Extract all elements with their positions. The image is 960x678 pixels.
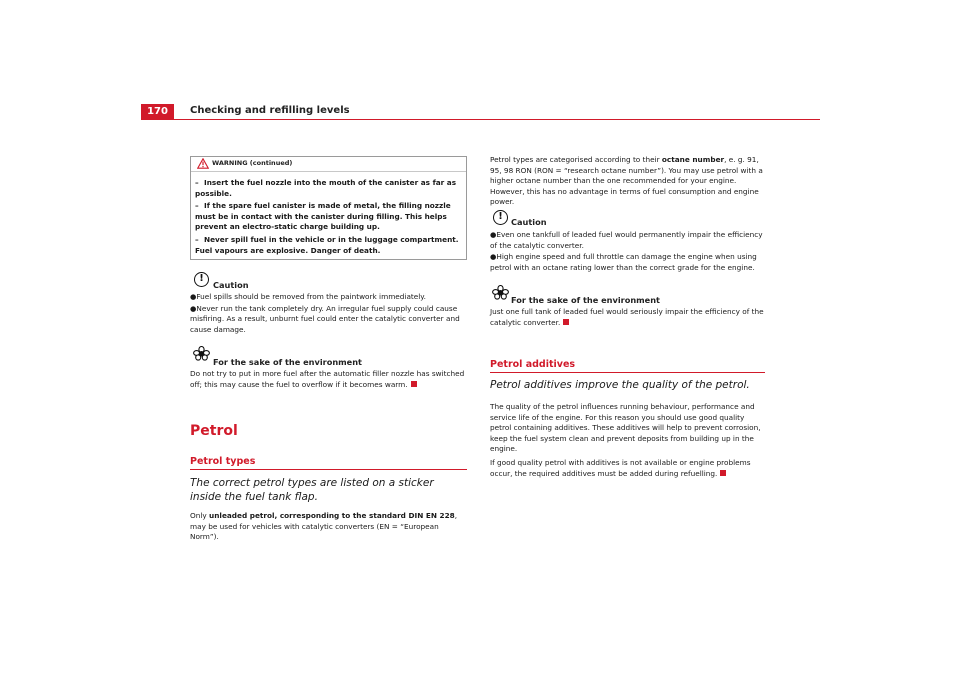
flower-environment-icon [492, 285, 509, 300]
petrol-types-body: Only unleaded petrol, corresponding to the standard DIN EN 228, may be used for vehicles with catalytic converters (EN = “European Norm”). [190, 511, 458, 542]
caution-list [190, 292, 468, 335]
caution-item: ●Even one tankfull of leaded fuel would permanently impair the efficiency of the catalytic converter. [490, 230, 763, 250]
caution-icon: ! [493, 210, 508, 225]
flower-environment-icon [193, 346, 210, 361]
section-end-marker [411, 381, 417, 387]
paragraph: If good quality petrol with additives is not available or engine problems occur, the required additives must be added during refuelling. [490, 457, 751, 478]
environment-text: Just one full tank of leaded fuel would seriously impair the efficiency of the catalytic converter. [490, 307, 764, 327]
caution-item: ●High engine speed and full throttle can damage the engine when using petrol with an octane rating lower than the correct grade for the engine. [490, 252, 757, 272]
caution-list [490, 230, 766, 273]
section-end-marker [720, 470, 726, 476]
octane-paragraph: Petrol types are categorised according to their octane number, e. g. 91, 95, 98 RON (RON = “research octane number”). You may use petrol with a higher octane number than the one recommended for your engine. However, this has no advantage in terms of fuel consumption and engine power. [490, 155, 763, 207]
caution-heading: Caution [511, 217, 547, 227]
subsection-rule [490, 372, 765, 373]
subsection-title-petrol-additives: Petrol additives [490, 359, 576, 370]
petrol-additives-body [490, 402, 766, 479]
warning-label: WARNING (continued) [212, 159, 293, 167]
warning-body [195, 178, 463, 258]
warning-triangle-icon [197, 158, 209, 169]
environment-heading: For the sake of the environment [511, 295, 660, 305]
warning-box [190, 156, 467, 260]
warning-item: – Insert the fuel nozzle into the mouth of the canister as far as possible. [195, 178, 457, 198]
petrol-additives-intro: Petrol additives improve the quality of the petrol. [490, 379, 750, 391]
warning-item: – If the spare fuel canister is made of metal, the filling nozzle must be in contact with the canister during filling. This helps prevent an electro-static charge building up. [195, 201, 451, 232]
subsection-rule [190, 469, 467, 470]
petrol-types-intro: The correct petrol types are listed on a sticker inside the fuel tank flap. [190, 477, 434, 503]
caution-icon: ! [194, 272, 209, 287]
environment-text: Do not try to put in more fuel after the automatic filler nozzle has switched off; this may cause the fuel to overflow if it becomes warm. [190, 369, 465, 389]
caution-item: ●Fuel spills should be removed from the paintwork immediately. [190, 292, 426, 301]
warning-item: – Never spill fuel in the vehicle or in the luggage compartment. Fuel vapours are explosive. Danger of death. [195, 234, 459, 255]
warning-header [191, 157, 466, 172]
environment-heading: For the sake of the environment [213, 357, 362, 367]
header-rule [141, 119, 820, 120]
caution-item: ●Never run the tank completely dry. An irregular fuel supply could cause misfiring. As a result, unburnt fuel could enter the catalytic converter and cause damage. [190, 303, 460, 334]
paragraph: The quality of the petrol influences running behaviour, performance and service life of the engine. For this reason you should use good quality petrol containing additives. These additives will help to prevent corrosion, keep the fuel system clean and prevent deposits from building up in the engine. [490, 402, 761, 454]
section-title-petrol: Petrol [190, 423, 238, 439]
running-title: Checking and refilling levels [190, 105, 350, 116]
section-end-marker [563, 319, 569, 325]
subsection-title-petrol-types: Petrol types [190, 456, 256, 467]
caution-heading: Caution [213, 280, 249, 290]
page-number: 170 [141, 104, 174, 119]
